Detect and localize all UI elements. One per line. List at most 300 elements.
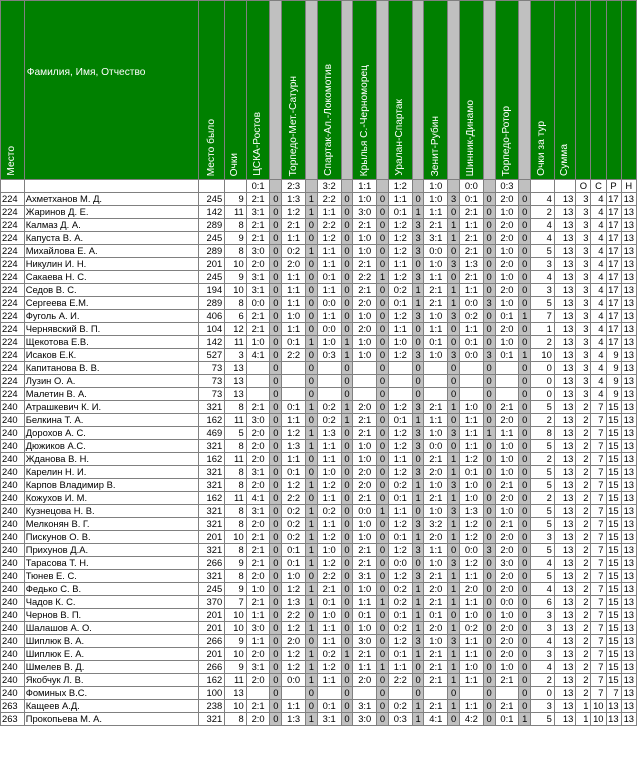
match-points-cell: 0 <box>341 570 353 583</box>
o-cell: 3 <box>576 375 591 388</box>
prediction-cell: 0:1 <box>495 713 519 726</box>
sum-cell: 13 <box>554 349 576 362</box>
match-points-cell: 0 <box>270 401 282 414</box>
prediction-cell: 0:0 <box>317 323 341 336</box>
prediction-cell: 0:1 <box>317 271 341 284</box>
n-cell: 13 <box>621 531 636 544</box>
o-cell: 2 <box>576 661 591 674</box>
match-points-cell: 0 <box>519 271 531 284</box>
prediction-cell: 0:2 <box>282 531 306 544</box>
prediction-cell <box>424 687 448 700</box>
place-cell: 224 <box>1 206 25 219</box>
place-cell: 224 <box>1 336 25 349</box>
match-points-cell: 0 <box>305 453 317 466</box>
match-points-cell: 0 <box>519 609 531 622</box>
place-was-cell: 162 <box>199 674 225 687</box>
sum-cell: 13 <box>554 687 576 700</box>
match-points-cell: 0 <box>270 336 282 349</box>
prediction-cell <box>353 362 377 375</box>
prediction-cell: 2:0 <box>495 492 519 505</box>
header-place: Место <box>1 1 25 180</box>
match-points-cell: 3 <box>412 232 424 245</box>
match-points-cell: 3 <box>448 349 460 362</box>
match-points-cell: 0 <box>519 583 531 596</box>
o-cell: 3 <box>576 362 591 375</box>
match-points-cell: 0 <box>270 310 282 323</box>
prediction-cell: 0:2 <box>388 700 412 713</box>
match-points-cell: 0 <box>483 713 495 726</box>
o-cell: 2 <box>576 440 591 453</box>
prediction-cell: 1:1 <box>282 232 306 245</box>
prediction-cell: 1:2 <box>460 453 484 466</box>
place-cell: 240 <box>1 674 25 687</box>
n-cell: 13 <box>621 375 636 388</box>
match-points-cell: 0 <box>519 297 531 310</box>
r-cell: 15 <box>606 466 621 479</box>
match-points-cell: 1 <box>448 596 460 609</box>
points-cell: 12 <box>225 323 247 336</box>
prediction-cell: 1:0 <box>246 336 270 349</box>
prediction-cell: 1:2 <box>282 206 306 219</box>
prediction-cell: 0:1 <box>282 466 306 479</box>
match-points-cell: 0 <box>305 492 317 505</box>
match-points-cell: 0 <box>341 687 353 700</box>
match-points-cell: 0 <box>377 401 389 414</box>
match-points-cell: 1 <box>448 661 460 674</box>
r-cell: 15 <box>606 492 621 505</box>
match-points-cell: 0 <box>519 258 531 271</box>
prediction-cell: 1:1 <box>460 414 484 427</box>
match-points-cell: 0 <box>341 492 353 505</box>
prediction-cell: 0:1 <box>388 414 412 427</box>
prediction-cell: 0:0 <box>424 245 448 258</box>
match-points-cell: 0 <box>483 206 495 219</box>
sum-cell: 13 <box>554 362 576 375</box>
r-cell: 17 <box>606 323 621 336</box>
n-cell: 13 <box>621 687 636 700</box>
r-cell: 9 <box>606 349 621 362</box>
prediction-cell: 1:2 <box>317 479 341 492</box>
match-points-cell: 1 <box>412 479 424 492</box>
prediction-cell: 2:0 <box>495 544 519 557</box>
prediction-cell: 4:2 <box>460 713 484 726</box>
prediction-cell: 2:1 <box>495 479 519 492</box>
prediction-cell: 2:1 <box>353 544 377 557</box>
match-points-cell: 0 <box>377 479 389 492</box>
prediction-cell: 4:1 <box>246 492 270 505</box>
o-cell: 1 <box>576 713 591 726</box>
name-cell: Шиплюк В. А. <box>24 635 199 648</box>
match-points-cell: 0 <box>341 479 353 492</box>
table-row <box>1 388 637 401</box>
match-points-cell: 0 <box>341 193 353 206</box>
match-points-cell: 1 <box>412 648 424 661</box>
match-points-cell: 1 <box>341 349 353 362</box>
prediction-cell: 1:1 <box>317 284 341 297</box>
place-was-cell: 266 <box>199 557 225 570</box>
round-points-cell: 3 <box>531 531 555 544</box>
prediction-cell <box>353 388 377 401</box>
place-was-cell: 527 <box>199 349 225 362</box>
place-was-cell: 201 <box>199 258 225 271</box>
s-cell: 7 <box>591 596 606 609</box>
prediction-cell: 1:2 <box>388 401 412 414</box>
prediction-cell: 1:0 <box>495 505 519 518</box>
name-cell: Чернявский В. П. <box>24 323 199 336</box>
prediction-cell: 3:1 <box>353 570 377 583</box>
n-cell: 13 <box>621 414 636 427</box>
prediction-cell: 2:1 <box>424 492 448 505</box>
o-cell: 2 <box>576 583 591 596</box>
match-points-cell: 3 <box>412 466 424 479</box>
table-row <box>1 518 637 531</box>
name-cell: Прокопьева М. А. <box>24 713 199 726</box>
match-points-cell: 0 <box>519 414 531 427</box>
prediction-cell: 1:0 <box>353 310 377 323</box>
match-points-cell: 3 <box>483 349 495 362</box>
prediction-cell: 2:2 <box>282 609 306 622</box>
table-row <box>1 713 637 726</box>
prediction-cell: 0:0 <box>246 297 270 310</box>
sum-cell: 13 <box>554 674 576 687</box>
match-points-cell: 0 <box>341 622 353 635</box>
round-points-cell: 7 <box>531 310 555 323</box>
sum-cell: 13 <box>554 648 576 661</box>
o-cell: 2 <box>576 401 591 414</box>
match-points-cell: 0 <box>519 479 531 492</box>
match-points-cell: 1 <box>305 518 317 531</box>
match-points-cell: 1 <box>412 297 424 310</box>
match-points-cell: 0 <box>377 648 389 661</box>
prediction-cell: 1:1 <box>388 453 412 466</box>
place-cell: 240 <box>1 661 25 674</box>
o-cell: 3 <box>576 232 591 245</box>
r-cell: 15 <box>606 518 621 531</box>
o-cell: 3 <box>576 206 591 219</box>
match-points-cell: 1 <box>305 245 317 258</box>
match-points-cell: 0 <box>483 440 495 453</box>
match-points-cell: 0 <box>341 661 353 674</box>
match-points-cell: 0 <box>519 674 531 687</box>
match-points-cell: 1 <box>448 531 460 544</box>
match-points-cell: 0 <box>341 427 353 440</box>
points-cell: 8 <box>225 401 247 414</box>
header-place-was: Место было <box>199 1 225 180</box>
points-cell: 11 <box>225 414 247 427</box>
match-points-cell: 0 <box>519 323 531 336</box>
prediction-cell: 1:1 <box>460 635 484 648</box>
s-cell: 7 <box>591 401 606 414</box>
prediction-cell <box>388 362 412 375</box>
sum-cell: 13 <box>554 414 576 427</box>
match-points-cell: 0 <box>377 245 389 258</box>
match-points-cell: 0 <box>341 440 353 453</box>
match-points-cell: 0 <box>483 635 495 648</box>
match-points-cell: 1 <box>305 505 317 518</box>
table-row <box>1 271 637 284</box>
prediction-cell: 3:0 <box>246 414 270 427</box>
match-points-cell: 0 <box>270 544 282 557</box>
prediction-cell: 2:1 <box>460 245 484 258</box>
prediction-cell: 1:0 <box>282 570 306 583</box>
prediction-cell: 0:0 <box>460 349 484 362</box>
prediction-cell: 2:0 <box>282 258 306 271</box>
s-cell: 4 <box>591 375 606 388</box>
prediction-cell: 1:3 <box>460 505 484 518</box>
match-points-cell: 0 <box>270 466 282 479</box>
prediction-cell: 2:2 <box>282 492 306 505</box>
actual-score: 3:2 <box>317 180 341 193</box>
place-cell: 240 <box>1 414 25 427</box>
match-points-cell: 0 <box>483 388 495 401</box>
prediction-cell: 2:1 <box>424 674 448 687</box>
match-points-cell: 0 <box>305 258 317 271</box>
table-row <box>1 583 637 596</box>
match-points-cell: 0 <box>519 622 531 635</box>
r-cell: 9 <box>606 388 621 401</box>
match-points-cell: 1 <box>448 570 460 583</box>
round-points-cell: 0 <box>531 388 555 401</box>
prediction-cell: 2:1 <box>317 583 341 596</box>
place-cell: 240 <box>1 635 25 648</box>
place-cell: 224 <box>1 219 25 232</box>
prediction-cell: 0:1 <box>388 206 412 219</box>
points-cell: 10 <box>225 258 247 271</box>
match-points-cell: 0 <box>377 544 389 557</box>
match-points-cell: 0 <box>377 453 389 466</box>
match-points-cell: 1 <box>448 648 460 661</box>
n-cell: 13 <box>621 596 636 609</box>
match-points-cell: 0 <box>305 375 317 388</box>
match-points-cell: 0 <box>448 388 460 401</box>
place-cell: 240 <box>1 427 25 440</box>
match-points-cell: 1 <box>519 349 531 362</box>
points-cell: 10 <box>225 700 247 713</box>
prediction-cell: 2:0 <box>495 193 519 206</box>
match-points-cell: 0 <box>341 596 353 609</box>
r-cell: 17 <box>606 284 621 297</box>
prediction-cell: 2:0 <box>495 284 519 297</box>
match-points-cell: 0 <box>270 570 282 583</box>
sum-cell: 13 <box>554 518 576 531</box>
gap-cell <box>519 180 531 193</box>
match-points-cell: 0 <box>519 440 531 453</box>
table-row <box>1 258 637 271</box>
header-gap <box>519 1 531 180</box>
header-match-7: Шинник-Динамо <box>460 1 484 180</box>
place-cell: 224 <box>1 284 25 297</box>
match-points-cell: 3 <box>483 544 495 557</box>
round-points-cell: 5 <box>531 297 555 310</box>
o-cell: 2 <box>576 518 591 531</box>
o-cell: 3 <box>576 258 591 271</box>
prediction-cell: 2:1 <box>495 674 519 687</box>
name-cell: Федько С. В. <box>24 583 199 596</box>
place-was-cell: 321 <box>199 570 225 583</box>
match-points-cell: 0 <box>377 323 389 336</box>
table-row <box>1 466 637 479</box>
name-cell: Лузин О. А. <box>24 375 199 388</box>
place-was-cell: 321 <box>199 401 225 414</box>
round-points-cell: 3 <box>531 609 555 622</box>
prediction-cell: 0:1 <box>317 596 341 609</box>
match-points-cell: 0 <box>448 687 460 700</box>
round-points-cell: 5 <box>531 479 555 492</box>
table-row <box>1 349 637 362</box>
match-points-cell: 0 <box>412 258 424 271</box>
prediction-cell: 1:1 <box>495 427 519 440</box>
n-cell: 13 <box>621 388 636 401</box>
o-cell: 3 <box>576 349 591 362</box>
prediction-cell: 1:0 <box>495 206 519 219</box>
prediction-cell: 1:1 <box>424 544 448 557</box>
summary-header-r: Р <box>606 180 621 193</box>
n-cell: 13 <box>621 570 636 583</box>
name-cell: Малетин В. А. <box>24 388 199 401</box>
prediction-cell: 1:2 <box>388 271 412 284</box>
prediction-cell: 2:0 <box>495 635 519 648</box>
prediction-cell: 1:0 <box>495 336 519 349</box>
match-points-cell: 0 <box>270 258 282 271</box>
match-points-cell: 0 <box>519 544 531 557</box>
prediction-cell: 0:1 <box>282 401 306 414</box>
match-points-cell: 0 <box>270 206 282 219</box>
prediction-cell <box>388 687 412 700</box>
prediction-cell: 0:2 <box>460 622 484 635</box>
match-points-cell: 1 <box>341 336 353 349</box>
n-cell: 13 <box>621 440 636 453</box>
round-points-cell: 3 <box>531 700 555 713</box>
prediction-cell: 1:1 <box>317 453 341 466</box>
match-points-cell: 0 <box>519 453 531 466</box>
match-points-cell: 0 <box>270 674 282 687</box>
name-cell: Карелин Н. И. <box>24 466 199 479</box>
prediction-cell <box>282 687 306 700</box>
n-cell: 13 <box>621 505 636 518</box>
match-points-cell: 0 <box>377 492 389 505</box>
prediction-cell: 0:2 <box>317 505 341 518</box>
match-points-cell: 0 <box>377 687 389 700</box>
match-points-cell: 1 <box>377 596 389 609</box>
prediction-cell: 2:2 <box>353 271 377 284</box>
r-cell: 15 <box>606 557 621 570</box>
prediction-cell: 0:2 <box>388 596 412 609</box>
prediction-cell: 0:1 <box>388 609 412 622</box>
r-cell: 15 <box>606 427 621 440</box>
match-points-cell: 0 <box>305 700 317 713</box>
prediction-cell: 3:2 <box>424 518 448 531</box>
points-cell: 10 <box>225 609 247 622</box>
sum-cell: 13 <box>554 323 576 336</box>
match-points-cell: 0 <box>412 193 424 206</box>
prediction-cell: 1:1 <box>317 440 341 453</box>
prediction-cell: 1:2 <box>460 518 484 531</box>
prediction-cell: 0:1 <box>388 297 412 310</box>
match-points-cell: 0 <box>412 362 424 375</box>
match-points-cell: 0 <box>377 349 389 362</box>
name-cell: Пискунов О. В. <box>24 531 199 544</box>
match-points-cell: 3 <box>448 258 460 271</box>
prediction-cell: 2:1 <box>424 219 448 232</box>
prediction-cell: 1:1 <box>246 609 270 622</box>
prediction-cell: 0:1 <box>388 648 412 661</box>
header-match-8: Торпедо-Ротор <box>495 1 519 180</box>
match-points-cell: 1 <box>305 440 317 453</box>
match-points-cell: 0 <box>341 219 353 232</box>
prediction-cell: 3:1 <box>353 700 377 713</box>
r-cell: 13 <box>606 713 621 726</box>
match-points-cell: 0 <box>519 245 531 258</box>
match-points-cell: 0 <box>305 635 317 648</box>
round-points-cell: 5 <box>531 505 555 518</box>
name-cell: Фуголь А. И. <box>24 310 199 323</box>
match-points-cell: 0 <box>448 713 460 726</box>
prediction-cell: 1:2 <box>282 661 306 674</box>
r-cell: 17 <box>606 206 621 219</box>
prediction-cell: 2:0 <box>495 323 519 336</box>
match-points-cell: 0 <box>377 310 389 323</box>
prediction-cell: 1:1 <box>317 258 341 271</box>
place-cell: 224 <box>1 323 25 336</box>
match-points-cell: 0 <box>341 544 353 557</box>
gap-cell <box>412 180 424 193</box>
sum-cell: 13 <box>554 258 576 271</box>
match-points-cell: 0 <box>341 206 353 219</box>
sum-cell: 13 <box>554 297 576 310</box>
prediction-cell: 0:1 <box>282 336 306 349</box>
prediction-cell: 1:1 <box>388 258 412 271</box>
r-cell: 15 <box>606 505 621 518</box>
n-cell: 13 <box>621 479 636 492</box>
place-cell: 240 <box>1 557 25 570</box>
prediction-cell: 1:0 <box>460 661 484 674</box>
header-empty-3 <box>606 1 621 180</box>
place-cell: 224 <box>1 245 25 258</box>
prediction-cell: 1:1 <box>317 206 341 219</box>
o-cell: 3 <box>576 310 591 323</box>
match-points-cell: 0 <box>519 206 531 219</box>
place-was-cell: 245 <box>199 271 225 284</box>
sum-cell: 13 <box>554 284 576 297</box>
prediction-cell: 2:1 <box>424 570 448 583</box>
round-points-cell: 1 <box>531 323 555 336</box>
prediction-cell: 3:0 <box>353 206 377 219</box>
match-points-cell: 0 <box>270 648 282 661</box>
round-points-cell: 2 <box>531 453 555 466</box>
match-points-cell: 0 <box>519 635 531 648</box>
round-points-cell: 2 <box>531 674 555 687</box>
round-points-cell: 3 <box>531 258 555 271</box>
s-cell: 7 <box>591 531 606 544</box>
match-points-cell: 0 <box>377 440 389 453</box>
match-points-cell: 0 <box>519 401 531 414</box>
place-cell: 240 <box>1 622 25 635</box>
prediction-cell: 1:0 <box>424 505 448 518</box>
name-cell: Щекотова Е.В. <box>24 336 199 349</box>
prediction-cell: 1:1 <box>317 492 341 505</box>
name-cell: Исаков Е.К. <box>24 349 199 362</box>
s-cell: 7 <box>591 583 606 596</box>
table-row <box>1 570 637 583</box>
s-cell: 4 <box>591 388 606 401</box>
place-was-cell: 289 <box>199 219 225 232</box>
round-points-cell: 4 <box>531 232 555 245</box>
prediction-cell <box>424 362 448 375</box>
s-cell: 4 <box>591 284 606 297</box>
match-points-cell: 1 <box>448 518 460 531</box>
match-points-cell: 0 <box>483 375 495 388</box>
prediction-cell: 1:0 <box>353 336 377 349</box>
